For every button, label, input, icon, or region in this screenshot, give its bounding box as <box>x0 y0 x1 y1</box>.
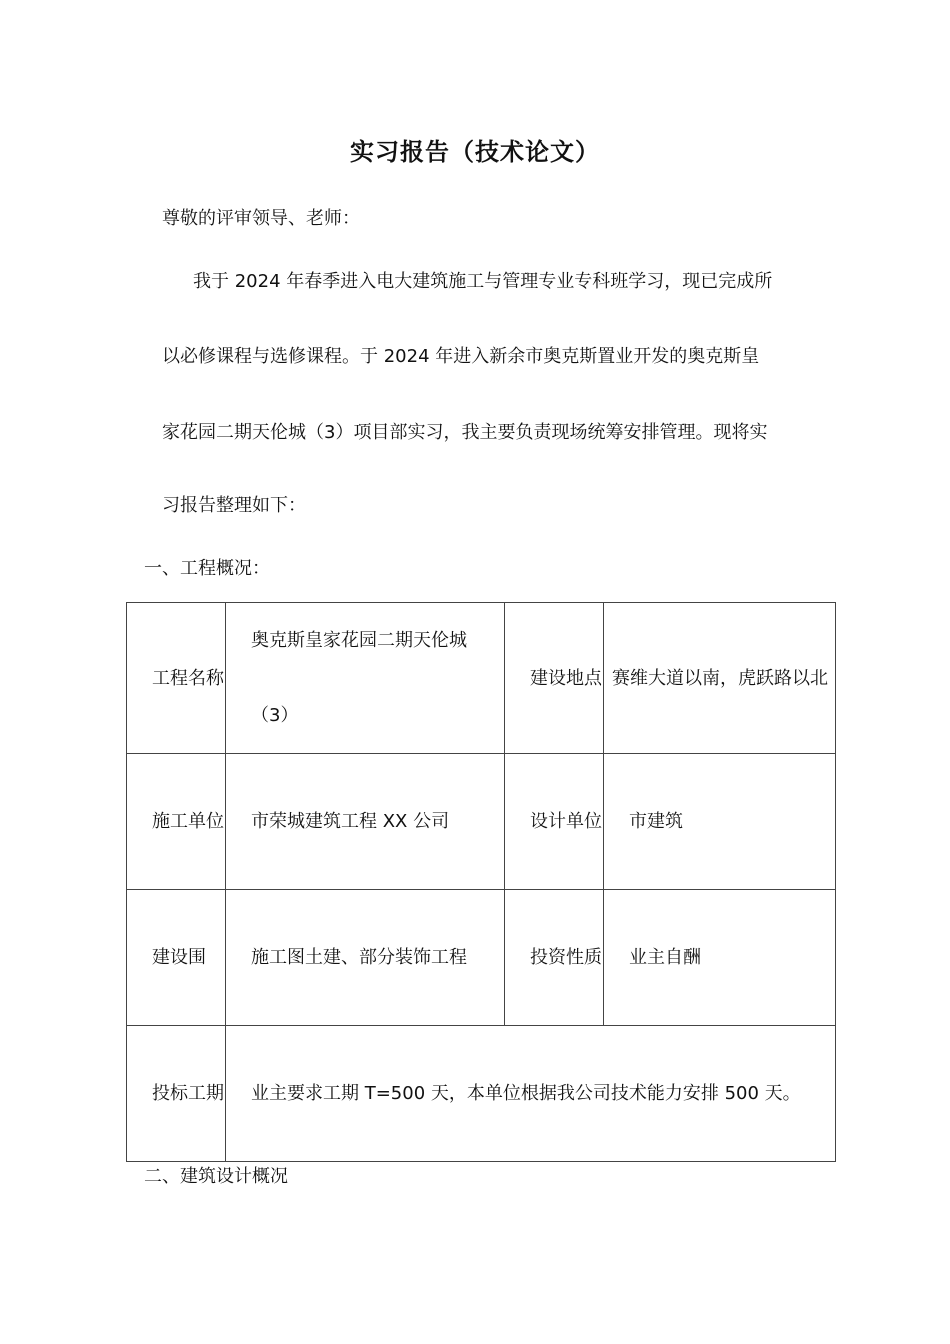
intro-line-3: 家花园二期天伦城（3）项目部实习，我主要负责现场统筹安排管理。现将实 <box>162 422 768 443</box>
value-project-name: 奥克斯皇家花园二期天伦城 （3） <box>226 603 505 754</box>
section-heading-architecture: 二、建筑设计概况 <box>144 1166 288 1187</box>
greeting: 尊敬的评审领导、老师： <box>162 208 360 229</box>
intro-line-4: 习报告整理如下： <box>162 495 306 516</box>
section-heading-overview: 一、工程概况： <box>144 558 270 579</box>
document-title: 实习报告（技术论文） <box>350 138 600 166</box>
table-row <box>127 603 836 754</box>
label-construction-unit: 施工单位 <box>127 754 226 890</box>
table-row <box>127 754 836 890</box>
label-design-unit: 设计单位 <box>505 754 604 890</box>
value-construction-site: 赛维大道以南，虎跃路以北 <box>604 603 836 754</box>
intro-line-2: 以必修课程与选修课程。于 2024 年进入新余市奥克斯置业开发的奥克斯皇 <box>162 346 760 367</box>
label-bid-duration: 投标工期 <box>127 1026 226 1162</box>
intro-line-1: 我于 2024 年春季进入电大建筑施工与管理专业专科班学习，现已完成所 <box>193 271 773 292</box>
label-construction-scope: 建设围 <box>127 890 226 1026</box>
value-construction-unit: 市荣城建筑工程 XX 公司 <box>226 754 505 890</box>
label-construction-site: 建设地点 <box>505 603 604 754</box>
value-design-unit: 市建筑 <box>604 754 836 890</box>
project-overview-table <box>126 602 836 1162</box>
table-row <box>127 890 836 1026</box>
label-project-name: 工程名称 <box>127 603 226 754</box>
table-row <box>127 1026 836 1162</box>
value-construction-scope: 施工图土建、部分装饰工程 <box>226 890 505 1026</box>
value-investment-nature: 业主自酬 <box>604 890 836 1026</box>
value-bid-duration: 业主要求工期 T=500 天，本单位根据我公司技术能力安排 500 天。 <box>226 1026 836 1162</box>
label-investment-nature: 投资性质 <box>505 890 604 1026</box>
